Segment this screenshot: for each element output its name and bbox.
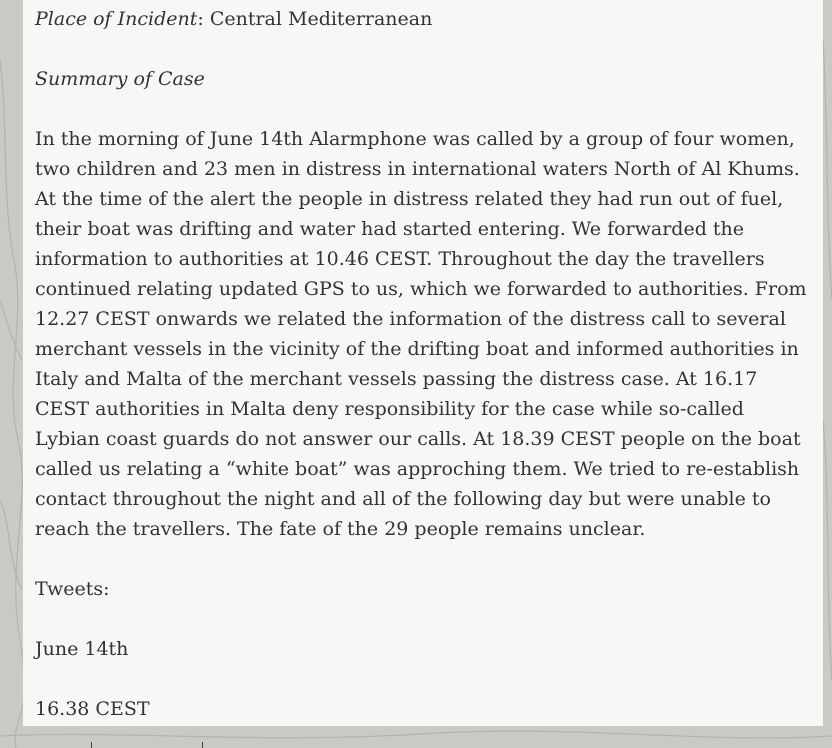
- summary-text: In the morning of June 14th Alarmphone was called by a group of four women, two children and 23 men in distress in international waters North of Al Khums. At the time of the alert the people in distress related they had run out of fuel, their boat was drifting and water had started entering. We forwarded the information to authorities at 10.46 CEST. Throughout the day the travellers continued relating updated GPS to us, which we forwarded to authorities. From 12.27 CEST onwards we related the information of the distress call to several merchant vessels in the vicinity of the drifting boat and informed authorities in Italy and Malta of the merchant vessels passing the distress case. At 16.17 CEST authorities in Malta deny responsibility for the case while so-called Lybian coast guards do not answer our calls. At 18.39 CEST people on the boat called us relating a “white boat” was approching them. We tried to re-establish contact throughout the night and all of the following day but were unable to reach the travellers. The fate of the 29 people remains unclear.: [35, 128, 807, 540]
- summary-heading-text: Summary of Case: [35, 68, 205, 90]
- article-panel: [23, 0, 823, 726]
- tweet-time: 16.38 CEST: [35, 698, 150, 720]
- tweet-date: June 14th: [35, 638, 129, 660]
- map-tick-mark: [91, 742, 92, 748]
- bottom-map-strip: [0, 726, 832, 748]
- map-tick-mark: [202, 742, 203, 748]
- place-label: Place of Incident: [35, 8, 198, 30]
- tweets-label: Tweets:: [35, 578, 110, 600]
- summary-heading: [35, 64, 823, 94]
- place-value: : Central Mediterranean: [197, 8, 433, 30]
- place-of-incident: [35, 4, 823, 34]
